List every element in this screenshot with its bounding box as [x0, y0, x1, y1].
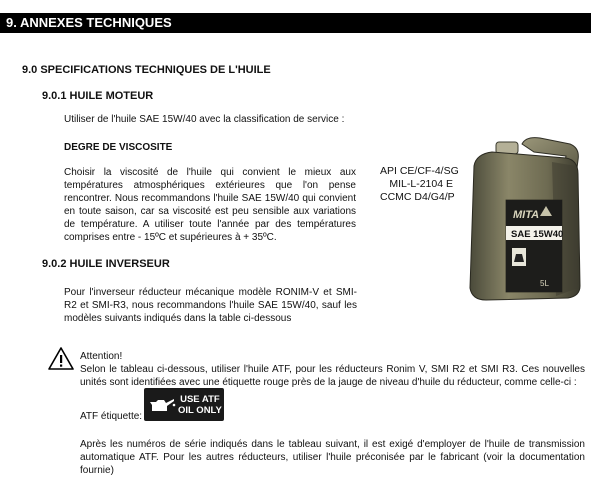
- warning-text: Selon le tableau ci-dessous, utiliser l'huile ATF, pour les réducteurs Ronim V, SMI R2 et SMI R3. Ces nouvelles unités sont identifiées avec une étiquette rouge près de la jauge de niveau d'huile du réducteur, comme celle-ci :: [80, 364, 585, 388]
- svg-text:MITA: MITA: [513, 209, 540, 221]
- classification-mil: MIL-L-2104 E: [389, 178, 453, 190]
- atf-badge: [144, 388, 224, 421]
- oil-can-label: SAE 15W40: [511, 229, 564, 240]
- atf-badge-line2: OIL ONLY: [178, 405, 222, 416]
- classification-ccmc: CCMC D4/G4/P: [380, 191, 455, 203]
- viscosity-text: Choisir la viscosité de l'huile qui convient le mieux aux températures atmosphériques extérieures que l'on pense rencontrer. Nous recommandons l'huile SAE 15W/40 qui convient en toute saison, car sa viscosité est peu sensible aux variations de température. A utiliser toute l'année par des températures comprises entre - 15ºC et supérieures à + 35ºC.: [64, 167, 356, 243]
- atf-label: ATF étiquette:: [80, 411, 143, 422]
- warning-title: Attention!: [80, 351, 123, 362]
- oil-can-image: [466, 136, 584, 302]
- classification-api: API CE/CF-4/SG: [380, 165, 459, 177]
- section-header: 9. ANNEXES TECHNIQUES: [0, 13, 591, 33]
- reducer-oil-title: 9.0.2 HUILE INVERSEUR: [42, 258, 170, 270]
- oil-can-volume: 5L: [540, 279, 549, 288]
- section-title: 9.0 SPECIFICATIONS TECHNIQUES DE L'HUILE: [22, 64, 271, 76]
- warning-icon: [48, 347, 74, 370]
- viscosity-title: DEGRE DE VISCOSITE: [64, 142, 173, 153]
- oil-classification-list: [380, 165, 459, 204]
- motor-oil-intro: Utiliser de l'huile SAE 15W/40 avec la classification de service :: [64, 114, 345, 125]
- reducer-oil-text: Pour l'inverseur réducteur mécanique modèle RONIM-V et SMI-R2 et SMI-R3, nous recommandons l'huile SAE 15W/40, sauf les modèles suivants indiqués dans la table ci-dessous: [64, 287, 357, 324]
- motor-oil-title: 9.0.1 HUILE MOTEUR: [42, 90, 154, 102]
- oil-can-icon: [148, 396, 176, 414]
- atf-badge-line1: USE ATF: [180, 394, 220, 405]
- footer-text: Après les numéros de série indiqués dans le tableau suivant, il est exigé d'employer de l'huile de transmission automatique ATF. Pour les autres réducteurs, utiliser l'huile préconisée par le fabricant (voir la documentation fournie): [80, 439, 585, 476]
